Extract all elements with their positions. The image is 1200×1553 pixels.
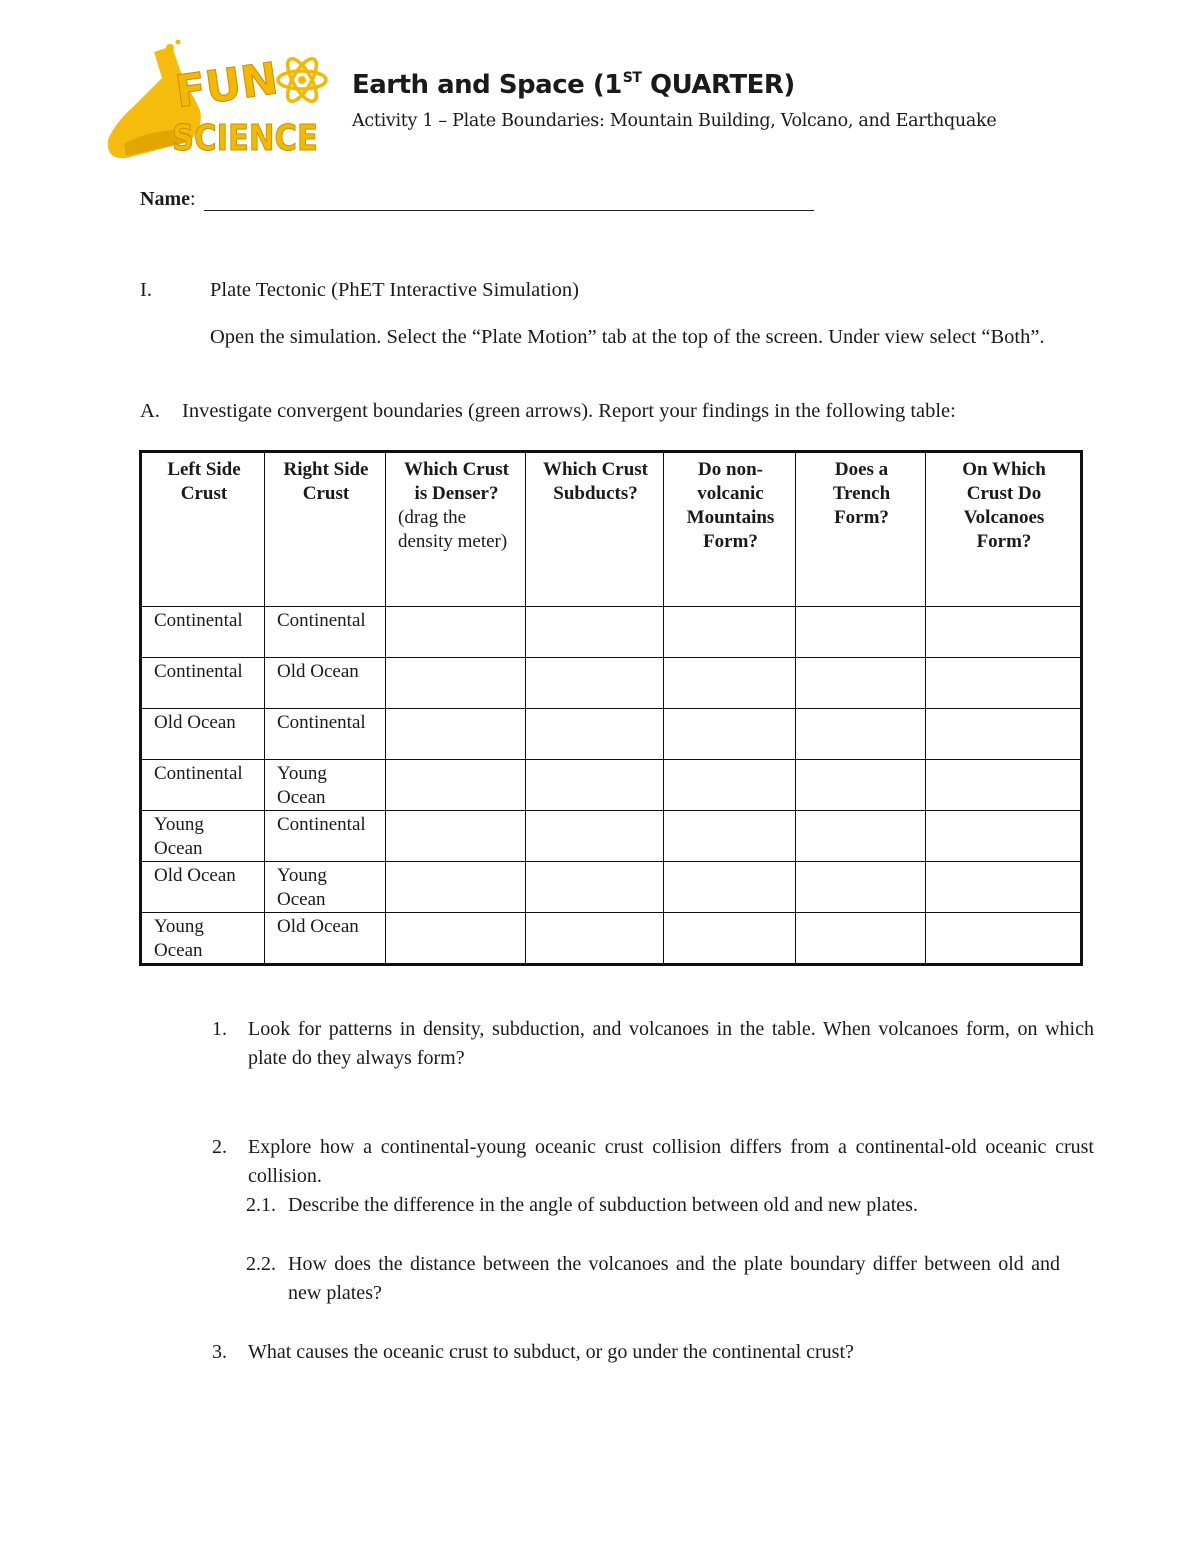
name-label: Name [140, 188, 190, 210]
header-right-side-crust: Right Side Crust [265, 452, 386, 607]
answer-cell[interactable] [664, 709, 796, 760]
title-superscript: ST [622, 70, 642, 86]
answer-cell[interactable] [386, 760, 526, 811]
table-row [141, 709, 1082, 760]
question-2 [212, 1133, 1094, 1191]
answer-cell[interactable] [926, 811, 1082, 862]
subquestion-number: 2.1. [246, 1194, 276, 1216]
answer-cell[interactable] [526, 607, 664, 658]
header-denser-crust-note: (drag the density meter) [398, 507, 508, 552]
table-header-row [141, 452, 1082, 607]
answer-cell[interactable] [386, 709, 526, 760]
question-text: Explore how a continental-young oceanic crust collision differs from a continental-old oceanic crust collision. [248, 1136, 1094, 1187]
question-text: Look for patterns in density, subduction, and volcanoes in the table. When volcanoes form, on which plate do they always form? [248, 1018, 1094, 1069]
answer-cell[interactable] [526, 709, 664, 760]
item-a-label: A. [140, 400, 160, 422]
findings-table [139, 450, 1083, 966]
answer-cell[interactable] [386, 862, 526, 913]
left-crust-cell: Young Ocean [141, 913, 265, 965]
name-input-line[interactable] [204, 188, 814, 211]
answer-cell[interactable] [526, 811, 664, 862]
question-number: 2. [212, 1136, 227, 1158]
header-denser-crust: Which Crust is Denser? (drag the density meter) [386, 452, 526, 607]
question-1 [212, 1015, 1094, 1073]
header-volcanoes: On Which Crust Do Volcanoes Form? [926, 452, 1082, 607]
right-crust-cell: Young Ocean [265, 760, 386, 811]
atom-icon [278, 55, 326, 106]
answer-cell[interactable] [664, 760, 796, 811]
answer-cell[interactable] [926, 862, 1082, 913]
answer-cell[interactable] [796, 709, 926, 760]
page-subtitle: Activity 1 – Plate Boundaries: Mountain Building, Volcano, and Earthquake [352, 111, 997, 131]
section-number: I. [140, 279, 152, 301]
answer-cell[interactable] [386, 811, 526, 862]
right-crust-cell: Old Ocean [265, 658, 386, 709]
question-number: 1. [212, 1018, 227, 1040]
fun-science-logo [104, 40, 336, 160]
left-crust-cell: Old Ocean [141, 709, 265, 760]
answer-cell[interactable] [526, 862, 664, 913]
subquestion-text: How does the distance between the volcanoes and the plate boundary differ between old and new plates? [288, 1253, 1060, 1304]
answer-cell[interactable] [796, 811, 926, 862]
answer-cell[interactable] [796, 760, 926, 811]
header-left-side-crust: Left Side Crust [141, 452, 265, 607]
answer-cell[interactable] [526, 658, 664, 709]
question-text: What causes the oceanic crust to subduct, or go under the continental crust? [248, 1341, 854, 1363]
item-a-text: Investigate convergent boundaries (green arrows). Report your findings in the following table: [182, 400, 956, 422]
table-row [141, 811, 1082, 862]
answer-cell[interactable] [926, 913, 1082, 965]
answer-cell[interactable] [386, 658, 526, 709]
answer-cell[interactable] [796, 658, 926, 709]
answer-cell[interactable] [664, 607, 796, 658]
table-row [141, 607, 1082, 658]
answer-cell[interactable] [664, 658, 796, 709]
table-row [141, 913, 1082, 965]
answer-cell[interactable] [796, 862, 926, 913]
answer-cell[interactable] [386, 607, 526, 658]
answer-cell[interactable] [526, 913, 664, 965]
table-row [141, 658, 1082, 709]
answer-cell[interactable] [664, 811, 796, 862]
left-crust-cell: Continental [141, 760, 265, 811]
section-title: Plate Tectonic (PhET Interactive Simulation) [210, 279, 579, 301]
question-3 [212, 1338, 1094, 1367]
right-crust-cell: Young Ocean [265, 862, 386, 913]
table-row [141, 760, 1082, 811]
title-main: Earth and Space (1 [352, 70, 622, 100]
left-crust-cell: Continental [141, 658, 265, 709]
answer-cell[interactable] [796, 913, 926, 965]
question-2-1 [246, 1191, 1060, 1220]
answer-cell[interactable] [796, 607, 926, 658]
question-number: 3. [212, 1341, 227, 1363]
question-2-2 [246, 1250, 1060, 1308]
answer-cell[interactable] [664, 913, 796, 965]
table-row [141, 862, 1082, 913]
answer-cell[interactable] [926, 709, 1082, 760]
logo-word-science: SCIENCE [172, 118, 318, 159]
right-crust-cell: Continental [265, 709, 386, 760]
answer-cell[interactable] [664, 862, 796, 913]
title-quarter: QUARTER) [641, 70, 795, 100]
right-crust-cell: Continental [265, 607, 386, 658]
name-row [140, 188, 814, 211]
name-colon: : [189, 188, 196, 210]
subquestion-text: Describe the difference in the angle of subduction between old and new plates. [288, 1194, 918, 1216]
answer-cell[interactable] [386, 913, 526, 965]
left-crust-cell: Old Ocean [141, 862, 265, 913]
answer-cell[interactable] [926, 607, 1082, 658]
logo-word-fun: FUN [172, 53, 282, 119]
left-crust-cell: Young Ocean [141, 811, 265, 862]
header-trench: Does a Trench Form? [796, 452, 926, 607]
right-crust-cell: Old Ocean [265, 913, 386, 965]
answer-cell[interactable] [926, 658, 1082, 709]
section-heading [140, 279, 579, 302]
page-title [352, 70, 795, 100]
answer-cell[interactable] [926, 760, 1082, 811]
subquestion-number: 2.2. [246, 1253, 276, 1275]
answer-cell[interactable] [526, 760, 664, 811]
header-subducts: Which Crust Subducts? [526, 452, 664, 607]
right-crust-cell: Continental [265, 811, 386, 862]
item-a [140, 398, 1058, 424]
instructions: Open the simulation. Select the “Plate Motion” tab at the top of the screen. Under view select “Both”. [210, 326, 1045, 348]
left-crust-cell: Continental [141, 607, 265, 658]
header-mountains: Do non-volcanic Mountains Form? [664, 452, 796, 607]
